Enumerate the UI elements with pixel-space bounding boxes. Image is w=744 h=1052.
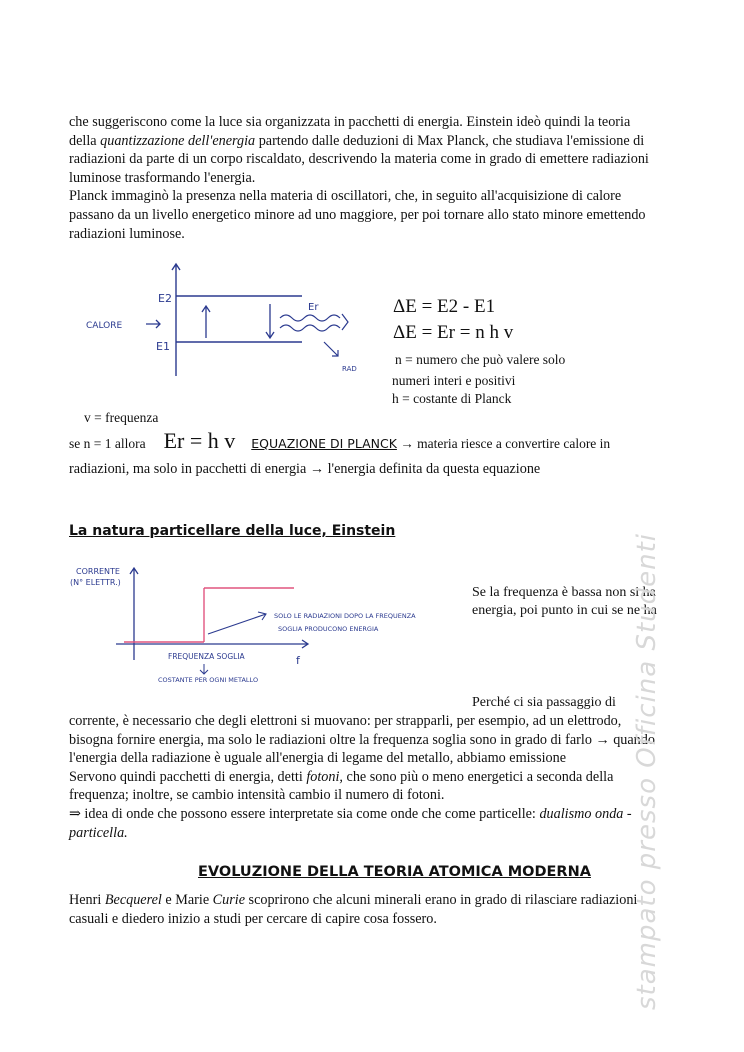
nelettr-label: (N° ELETTR.) [70, 578, 121, 587]
e2-label: E2 [158, 292, 172, 305]
f-axis-label: f [296, 654, 300, 667]
intro-line: Planck immaginò la presenza nella materia di oscillatori, che, in seguito all'acquisizione di calore [69, 188, 622, 205]
section2-paragraph [69, 891, 681, 928]
equation-continuation: radiazioni, ma solo in pacchetti di energia → l'energia definita da questa equazione [69, 461, 541, 477]
intro-line: luminose trasformando l'energia. [69, 169, 256, 186]
note-line-1-full: SOLO LE RADIAZIONI DOPO LA FREQUENZA [274, 612, 416, 620]
costante-label: COSTANTE PER OGNI METALLO [158, 676, 259, 684]
er-label: Er [308, 302, 319, 313]
e1-label: E1 [156, 340, 170, 353]
intro-line: della quantizzazione dell'energia partendo dalle deduzioni di Max Planck, che studiava l'emissione di [69, 132, 645, 149]
side-text-2: energia, poi punto in cui se ne ha [472, 603, 657, 618]
corrente-label: CORRENTE [76, 567, 120, 576]
section-heading-einstein: La natura particellare della luce, Einstein [69, 523, 396, 539]
calore-label: CALORE [86, 321, 123, 331]
section1-line: corrente, è necessario che degli elettroni si muovano: per strapparli, per esempio, ad un elettrodo, [69, 713, 622, 729]
section1-line: ⇒ idea di onde che possono essere interpretate sia come onde che come particelle: dualismo onda - [69, 805, 632, 822]
delta-e-equation-1: ΔE = E2 - E1 [393, 296, 496, 317]
equation-name: EQUAZIONE DI PLANCK [251, 436, 397, 451]
se-n-text: se n = 1 allora [69, 436, 146, 451]
section1-line: particella. [69, 824, 128, 841]
watermark: stampato presso Officina Studenti [632, 532, 662, 1010]
section-heading-atomic-theory: EVOLUZIONE DELLA TEORIA ATOMICA MODERNA [198, 864, 591, 880]
intro-line: radiazioni da parte di un corpo riscaldato, descrivendo la materia come in grado di emettere radiazioni [69, 151, 649, 168]
n-definition-2: numeri interi e positivi [392, 373, 516, 388]
section2-line: Henri Becquerel e Marie Curie scoprirono che alcuni minerali erano in grado di rilasciare radiazioni [69, 892, 638, 908]
equation-after: → materia riesce a convertire calore in [396, 436, 611, 451]
side-text-3: Perché ci sia passaggio di [472, 695, 616, 710]
delta-e-equation-2: ΔE = Er = n h v [393, 322, 514, 343]
intro-line: che suggeriscono come la luce sia organizzata in pacchetti di energia. Einstein ideò quindi la teoria [69, 114, 631, 130]
section2-line: casuali e diedero inizio a studi per cercare di capire cosa fossero. [69, 910, 437, 927]
section1-line: Servono quindi pacchetti di energia, detti fotoni, che sono più o meno energetici a seconda della [69, 768, 614, 785]
frequenza-soglia-label: FREQUENZA SOGLIA [168, 652, 245, 661]
intro-paragraph [69, 113, 681, 243]
planck-equation-line [69, 428, 689, 454]
rad-label: RAD [342, 365, 357, 373]
side-text-1: Se la frequenza è bassa non si ha [472, 585, 656, 600]
photoelectric-notes [272, 606, 462, 636]
note-line-2-full: SOGLIA PRODUCONO ENERGIA [278, 625, 379, 633]
section1-line: frequenza; inoltre, se cambio intensità cambio il numero di fotoni. [69, 787, 445, 804]
intro-line: passano da un livello energetico minore ad uno maggiore, per poi tornare allo stato minore emettendo [69, 206, 646, 223]
section1-line: bisogna fornire energia, ma solo le radiazioni oltre la frequenza soglia sono in grado di farlo → quando [69, 731, 655, 748]
intro-line: radiazioni luminose. [69, 225, 185, 242]
n-definition-1: n = numero che può valere solo [395, 352, 566, 367]
section1-paragraph [69, 712, 681, 842]
planck-sketch [80, 258, 380, 378]
section1-line: l'energia della radiazione è uguale all'energia di legame del metallo, abbiamo emissione [69, 750, 567, 767]
h-definition: h = costante di Planck [392, 391, 512, 406]
v-definition: v = frequenza [84, 410, 159, 425]
er-equation: Er = h v [163, 428, 236, 453]
